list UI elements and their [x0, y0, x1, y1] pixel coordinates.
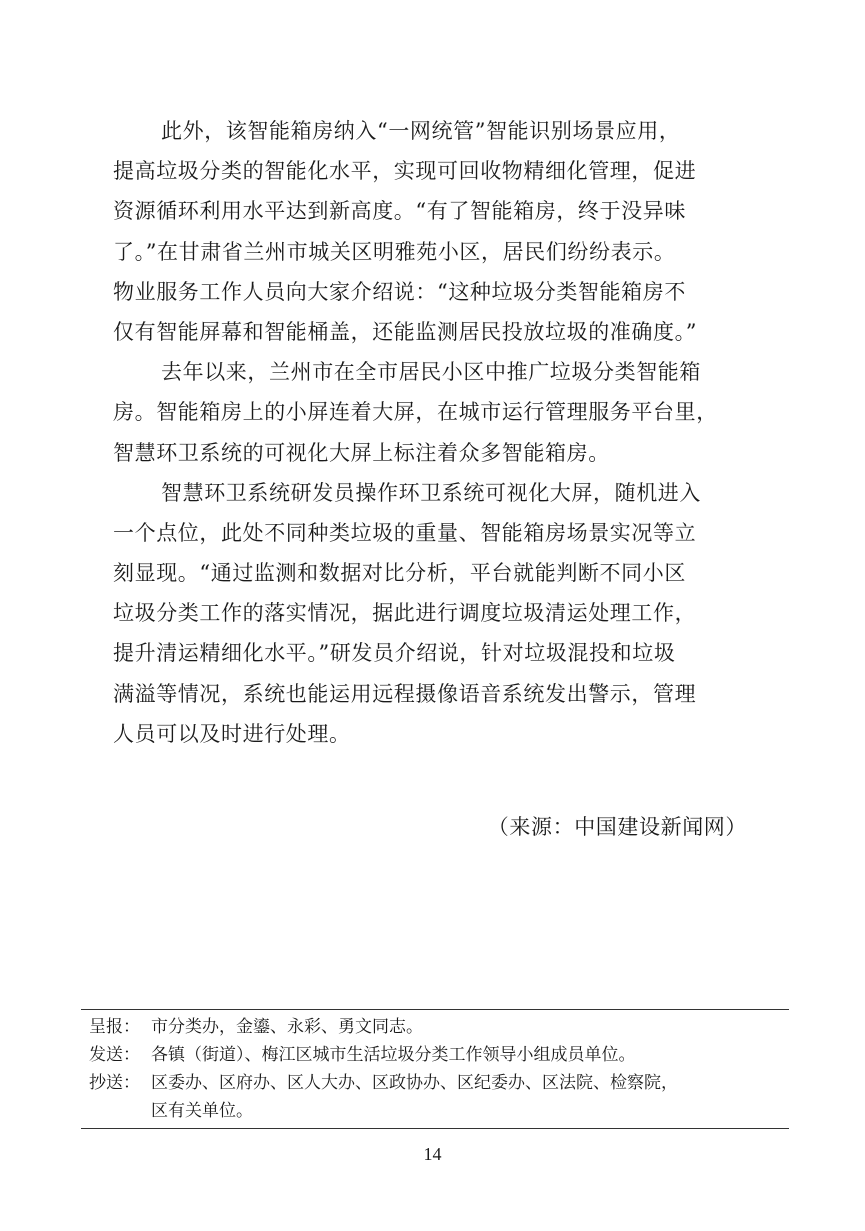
paragraph-3-line-6: 满溢等情况，系统也能运用远程摄像语音系统发出警示，管理 — [113, 681, 697, 706]
paragraph-2-line-2: 房。智能箱房上的小屏连着大屏，在城市运行管理服务平台里， — [113, 400, 718, 425]
paragraph-1-line-2: 提高垃圾分类的智能化水平，实现可回收物精细化管理，促进 — [113, 159, 697, 184]
send-label: 发送： — [89, 1045, 140, 1065]
paragraph-1-line-4: 了。”在甘肃省兰州市城关区明雅苑小区，居民们纷纷表示。 — [113, 239, 676, 264]
distribution-block — [81, 1009, 789, 1129]
paragraph-1-line-6: 仅有智能屏幕和智能桶盖，还能监测居民投放垃圾的准确度。” — [113, 319, 698, 344]
copy-row — [89, 1069, 789, 1097]
report-value: 市分类办，金鎏、永彩、勇文同志。 — [151, 1017, 423, 1037]
paragraph-3-line-3: 刻显现。“通过监测和数据对比分析，平台就能判断不同小区 — [113, 561, 686, 586]
send-value: 各镇（街道）、梅江区城市生活垃圾分类工作领导小组成员单位。 — [151, 1045, 636, 1065]
copy-value-line-1: 区委办、区府办、区人大办、区政协办、区纪委办、区法院、检察院， — [151, 1073, 678, 1093]
send-row — [89, 1041, 789, 1069]
report-row — [89, 1013, 789, 1041]
paragraph-3-line-4: 垃圾分类工作的落实情况，据此进行调度垃圾清运处理工作， — [113, 601, 697, 626]
paragraph-1-line-3: 资源循环利用水平达到新高度。“有了智能箱房，终于没异味 — [113, 199, 686, 224]
report-label: 呈报： — [89, 1017, 140, 1037]
paragraph-1-line-5: 物业服务工作人员向大家介绍说：“这种垃圾分类智能箱房不 — [113, 279, 686, 304]
paragraph-3-line-1: 智慧环卫系统研发员操作环卫系统可视化大屏，随机进入 — [161, 480, 701, 505]
paragraph-2-line-3: 智慧环卫系统的可视化大屏上标注着众多智能箱房。 — [113, 440, 610, 465]
paragraph-3-line-7: 人员可以及时进行处理。 — [113, 721, 351, 746]
copy-value-line-2: 区有关单位。 — [151, 1101, 253, 1121]
paragraph-3-line-2: 一个点位，此处不同种类垃圾的重量、智能箱房场景实况等立 — [113, 520, 697, 545]
distribution-list — [81, 1010, 789, 1128]
article-body — [113, 111, 763, 754]
paragraph-3-line-5: 提升清运精细化水平。”研发员介绍说，针对垃圾混投和垃圾 — [113, 641, 676, 666]
page-number: 14 — [423, 1144, 442, 1164]
paragraph-2-line-1: 去年以来，兰州市在全市居民小区中推广垃圾分类智能箱 — [161, 360, 701, 385]
distribution-bottom-rule — [81, 1128, 789, 1129]
paragraph-1-line-1: 此外，该智能箱房纳入“一网统管”智能识别场景应用， — [161, 119, 681, 143]
copy-label: 抄送： — [89, 1073, 140, 1093]
copy-row-continued — [89, 1097, 789, 1125]
article-source: （来源：中国建设新闻网） — [487, 815, 747, 839]
